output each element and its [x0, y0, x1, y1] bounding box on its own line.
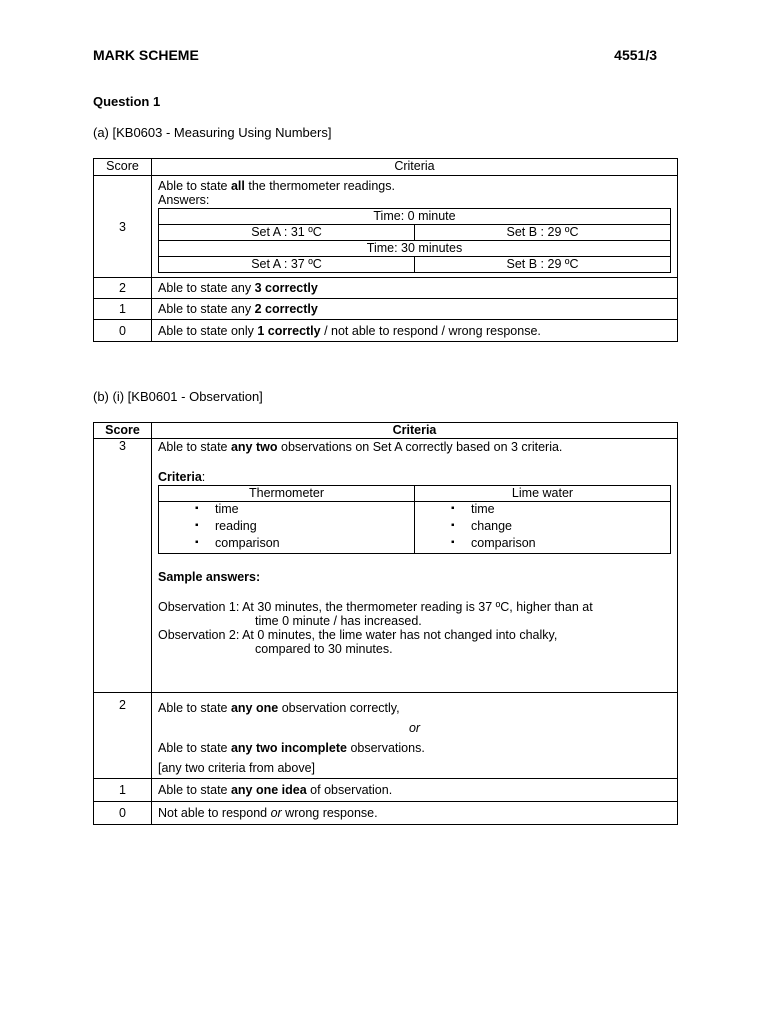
text-bold: 1 correctly: [257, 323, 321, 338]
criteria-2: [152, 693, 678, 779]
criteria-0: [152, 802, 678, 825]
text: the thermometer readings.: [244, 179, 395, 193]
text-bold: any two: [230, 440, 278, 454]
criteria-label: Criteria: [158, 470, 202, 484]
criteria-table: [158, 485, 671, 554]
text: observation correctly,: [278, 701, 400, 715]
col-score-header: [94, 423, 152, 439]
set-a-0: Set A : 31 ºC: [159, 225, 415, 241]
text: Observation 2:: [158, 628, 243, 642]
list-item: ▪ reading: [195, 519, 410, 536]
lime-water-header: Lime water: [415, 486, 671, 502]
time-0-label: Time: 0 minute: [159, 209, 671, 225]
lime-water-criteria: [415, 502, 671, 554]
list-item: ▪ change: [451, 519, 666, 536]
text: Able to state any: [158, 281, 255, 295]
score-2: 2: [94, 278, 152, 299]
criteria-2: [152, 278, 678, 299]
text: Able to state: [158, 701, 231, 715]
part-a-heading: (a) [KB0603 - Measuring Using Numbers]: [93, 125, 332, 140]
list-item: ▪ time: [195, 502, 410, 519]
list-item: ▪ time: [451, 502, 666, 519]
set-b-30: Set B : 29 ºC: [415, 257, 671, 273]
text-bold: Score: [105, 423, 140, 437]
text: At 0 minutes, the lime water has not changed into chalky,: [242, 628, 558, 642]
set-b-0: Set B : 29 ºC: [415, 225, 671, 241]
text: Observation 1:: [158, 600, 243, 614]
text: observations.: [346, 741, 425, 755]
score-0: 0: [94, 320, 152, 342]
text: Able to state: [158, 783, 231, 797]
answers-label: Answers:: [158, 193, 210, 207]
thermometer-criteria: [159, 502, 415, 554]
text-bold: all: [230, 179, 245, 193]
text: Able to state any: [158, 302, 255, 316]
text: Able to state: [158, 741, 231, 755]
part-b-heading: (b) (i) [KB0601 - Observation]: [93, 389, 263, 404]
col-criteria-header: [152, 423, 678, 439]
text-bold: any one idea: [230, 783, 307, 797]
text-bold: 2 correctly: [254, 302, 318, 316]
text-italic: or: [270, 806, 282, 820]
score-1: 1: [94, 779, 152, 802]
text-bold: any one: [230, 701, 279, 715]
text: :: [201, 470, 206, 484]
part-a-table: [93, 158, 678, 342]
observation-1: [158, 600, 671, 614]
text: time 0 minute / has increased.: [255, 614, 422, 628]
header-title: MARK SCHEME: [93, 47, 199, 63]
text-bold: 3 correctly: [254, 281, 318, 295]
thermometer-header: Thermometer: [159, 486, 415, 502]
observation-2: [158, 628, 671, 642]
text: Not able to respond: [158, 806, 271, 820]
text: / not able to respond / wrong response.: [320, 323, 541, 338]
score-0: 0: [94, 802, 152, 825]
col-score-header: Score: [94, 159, 152, 176]
score-1: 1: [94, 299, 152, 320]
text: compared to 30 minutes.: [255, 642, 393, 656]
text-italic: or: [408, 721, 421, 735]
score-3: 3: [94, 176, 152, 278]
header-code: 4551/3: [614, 47, 657, 63]
text: Able to state: [158, 440, 231, 454]
readings-table: [158, 208, 671, 273]
question-title: Question 1: [93, 94, 161, 109]
text: of observation.: [306, 783, 393, 797]
text: [any two criteria from above]: [158, 761, 316, 775]
criteria-1: [152, 299, 678, 320]
criteria-3: [152, 439, 678, 693]
criteria-0: [152, 320, 678, 342]
part-b-table: [93, 422, 678, 825]
text-bold: Criteria: [392, 423, 437, 437]
score-2: 2: [94, 693, 152, 779]
text-bold: any two incomplete: [230, 741, 347, 755]
set-a-30: Set A : 37 ºC: [159, 257, 415, 273]
text: observations on Set A correctly based on 3 criteria.: [277, 440, 563, 454]
time-30-label: Time: 30 minutes: [159, 241, 671, 257]
text: At 30 minutes, the thermometer reading is 37 ºC, higher than at: [242, 600, 593, 614]
score-3: 3: [94, 439, 152, 693]
criteria-3: [152, 176, 678, 278]
criteria-1: [152, 779, 678, 802]
text: Able to state only: [158, 323, 258, 338]
text: wrong response.: [281, 806, 378, 820]
list-item: ▪ comparison: [451, 536, 666, 553]
list-item: ▪ comparison: [195, 536, 410, 553]
text: Able to state: [158, 179, 231, 193]
sample-answers-label: Sample answers:: [158, 570, 261, 584]
col-criteria-header: Criteria: [152, 159, 678, 176]
